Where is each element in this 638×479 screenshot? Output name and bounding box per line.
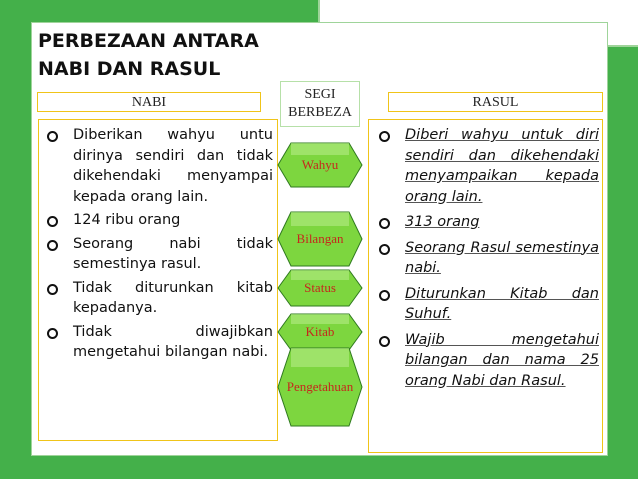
list-item (47, 234, 273, 275)
arrow-item-status (277, 267, 363, 309)
rasul-point-text: Seorang Rasul semestinya nabi. (405, 239, 599, 276)
circle-bullet-icon (379, 218, 390, 229)
page-title: PERBEZAAN ANTARA NABI DAN RASUL (38, 30, 259, 80)
rasul-point-text: Diberi wahyu untuk diri sendiri dan dikehendaki menyampaikan kepada orang lain. (405, 127, 599, 205)
arrow-item-bilangan (277, 207, 363, 271)
list-item (379, 330, 599, 392)
list-item (379, 125, 599, 207)
rasul-point-text: Wajib mengetahui bilangan dan nama 25 orang Nabi dan Rasul. (405, 331, 599, 389)
list-item (379, 212, 599, 233)
rasul-point-text: 313 orang (405, 214, 480, 230)
nabi-header: NABI (37, 92, 261, 112)
arrow-item-pengetahuan (277, 343, 363, 431)
nabi-point-text: Diberikan wahyu untu dirinya sendiri dan tidak dikehendaki menyampai kepada orang lain. (73, 127, 273, 205)
list-item (379, 238, 599, 279)
list-item (379, 284, 599, 325)
rasul-list (379, 125, 599, 396)
rasul-header: RASUL (388, 92, 603, 112)
list-item (47, 210, 273, 231)
circle-bullet-icon (47, 216, 58, 227)
nabi-point-text: Seorang nabi tidak semestinya rasul. (73, 235, 273, 272)
segi-item-label: Pengetahuan (286, 379, 354, 394)
list-item (47, 125, 273, 207)
segi-item-label: Status (304, 280, 336, 295)
slide-frame (31, 22, 608, 456)
circle-bullet-icon (379, 244, 390, 255)
rasul-point-text: Diturunkan Kitab dan Suhuf. (405, 285, 599, 322)
rasul-panel (368, 119, 603, 453)
list-item (47, 278, 273, 319)
segi-item-label: Kitab (305, 324, 335, 339)
circle-bullet-icon (47, 240, 58, 251)
segi-item-label: Wahyu (301, 157, 339, 172)
list-item (47, 322, 273, 363)
circle-bullet-icon (379, 290, 390, 301)
circle-bullet-icon (47, 328, 58, 339)
circle-bullet-icon (47, 284, 58, 295)
nabi-point-text: Tidak diturunkan kitab kepadanya. (73, 279, 273, 316)
nabi-point-text: Tidak diwajibkan mengetahui bilangan nabi. (73, 323, 273, 360)
nabi-panel (38, 119, 278, 441)
nabi-point-text: 124 ribu orang (73, 212, 181, 228)
circle-bullet-icon (379, 336, 390, 347)
arrow-item-wahyu (277, 138, 363, 192)
segi-berbeza-header: SEGI BERBEZA (280, 81, 360, 127)
circle-bullet-icon (379, 131, 390, 142)
segi-item-label: Bilangan (296, 231, 344, 246)
circle-bullet-icon (47, 131, 58, 142)
nabi-list (47, 125, 273, 366)
